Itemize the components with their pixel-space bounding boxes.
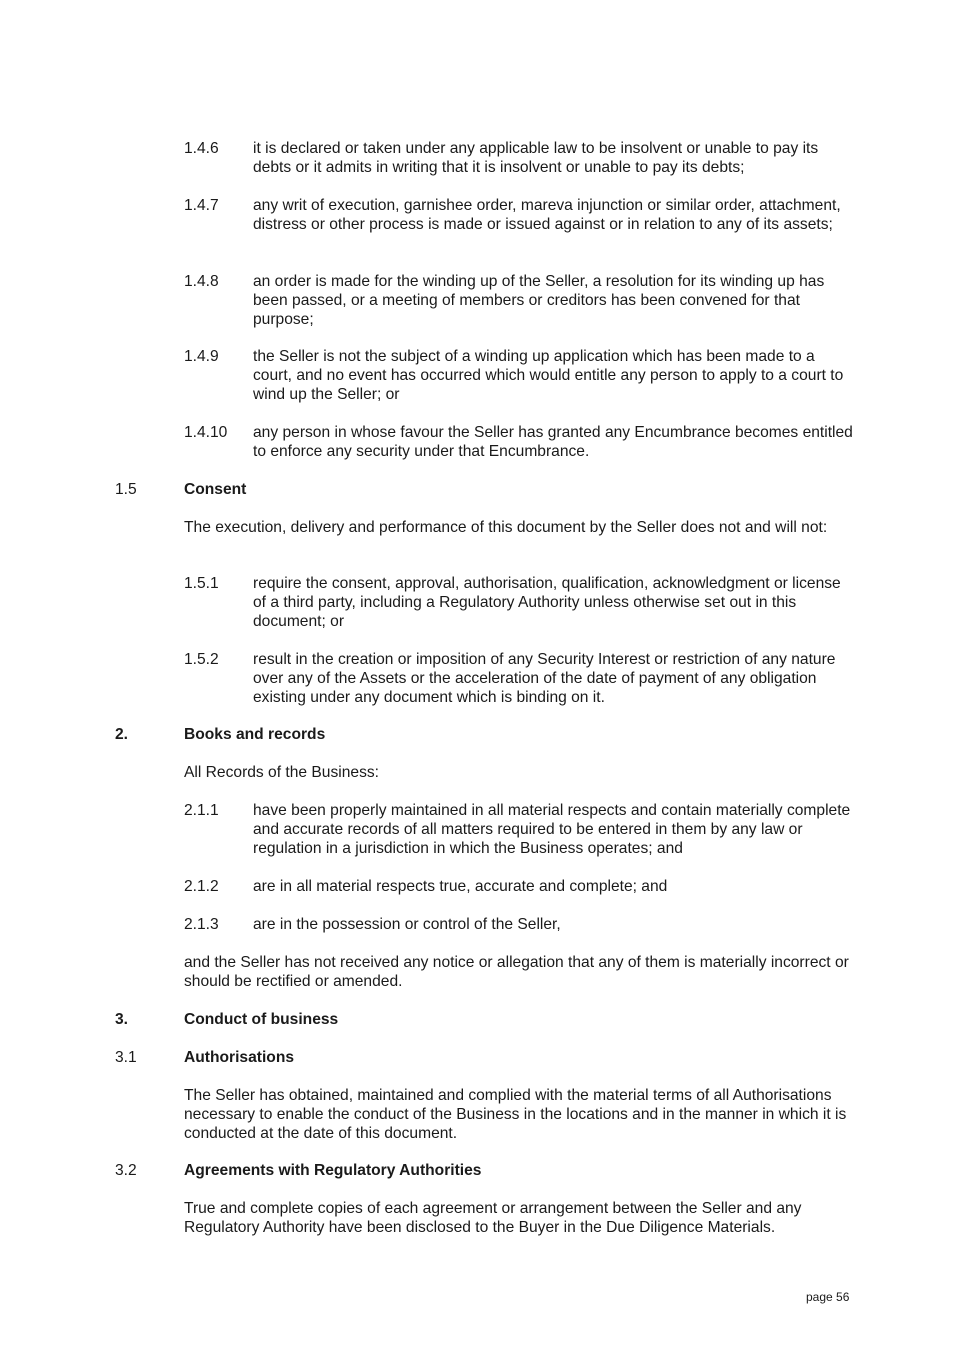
clause-number: 1.4.7 xyxy=(184,197,219,214)
clause-text: any person in whose favour the Seller has granted any Encumbrance becomes entitled to enforce any security under that Encumbrance. xyxy=(253,424,853,460)
heading-title: Consent xyxy=(184,481,247,498)
clause-text: require the consent, approval, authorisation, qualification, acknowledgment or license of a third party, including a Regulatory Authority unless otherwise set out in this document; or xyxy=(253,575,841,630)
clause-number: 1.5.1 xyxy=(184,575,219,592)
records-outro: and the Seller has not received any notice or allegation that any of them is materially incorrect or should be rectified or amended. xyxy=(184,954,849,990)
clause-number: 1.4.8 xyxy=(184,273,219,290)
clause-text: result in the creation or imposition of any Security Interest or restriction of any nature over any of the Assets or the acceleration of the date of payment of any obligation existing under any document which is binding on it. xyxy=(253,651,836,706)
authorisations-body: The Seller has obtained, maintained and complied with the material terms of all Authorisations necessary to enable the conduct of the Business in the locations and in the manner in which it is conducted at the date of this document. xyxy=(184,1087,847,1142)
clause-text: are in the possession or control of the Seller, xyxy=(253,916,561,933)
clause-text: are in all material respects true, accurate and complete; and xyxy=(253,878,668,895)
clause-number: 2.1.1 xyxy=(184,802,219,819)
clause-number: 1.4.6 xyxy=(184,140,219,157)
heading-title: Conduct of business xyxy=(184,1011,339,1028)
consent-intro: The execution, delivery and performance of this document by the Seller does not and will not: xyxy=(184,519,828,536)
heading-number: 1.5 xyxy=(115,481,137,498)
clause-text: an order is made for the winding up of the Seller, a resolution for its winding up has been passed, or a meeting of members or creditors has been convened for that purpose; xyxy=(253,273,825,328)
clause-text: the Seller is not the subject of a winding up application which has been made to a court, and no event has occurred which would entitle any person to apply to a court to wind up the Seller; or xyxy=(253,348,844,403)
clause-text: it is declared or taken under any applicable law to be insolvent or unable to pay its debts or it admits in writing that it is insolvent or unable to pay its debts; xyxy=(253,140,819,176)
clause-number: 1.4.9 xyxy=(184,348,219,365)
clause-text: have been properly maintained in all material respects and contain materially complete and accurate records of all matters required to be entered in them by any law or regulation in a jurisdiction in which the Business operates; and xyxy=(253,802,851,857)
clause-number: 1.5.2 xyxy=(184,651,219,668)
heading-number: 3.1 xyxy=(115,1049,137,1066)
heading-number: 2. xyxy=(115,726,129,743)
agreements-body: True and complete copies of each agreement or arrangement between the Seller and any Regulatory Authority have been disclosed to the Buyer in the Due Diligence Materials. xyxy=(184,1200,802,1236)
records-intro: All Records of the Business: xyxy=(184,764,380,781)
page-number: page 56 xyxy=(806,1290,850,1304)
clause-number: 2.1.3 xyxy=(184,916,219,933)
clause-text: any writ of execution, garnishee order, mareva injunction or similar order, attachment, distress or other process is made or issued against or in relation to any of its assets; xyxy=(253,197,841,233)
clause-number: 2.1.2 xyxy=(184,878,219,895)
heading-title: Authorisations xyxy=(184,1049,295,1066)
clause-number: 1.4.10 xyxy=(184,424,228,441)
heading-number: 3.2 xyxy=(115,1162,137,1179)
heading-title: Books and records xyxy=(184,726,326,743)
heading-title: Agreements with Regulatory Authorities xyxy=(184,1162,482,1179)
heading-number: 3. xyxy=(115,1011,129,1028)
